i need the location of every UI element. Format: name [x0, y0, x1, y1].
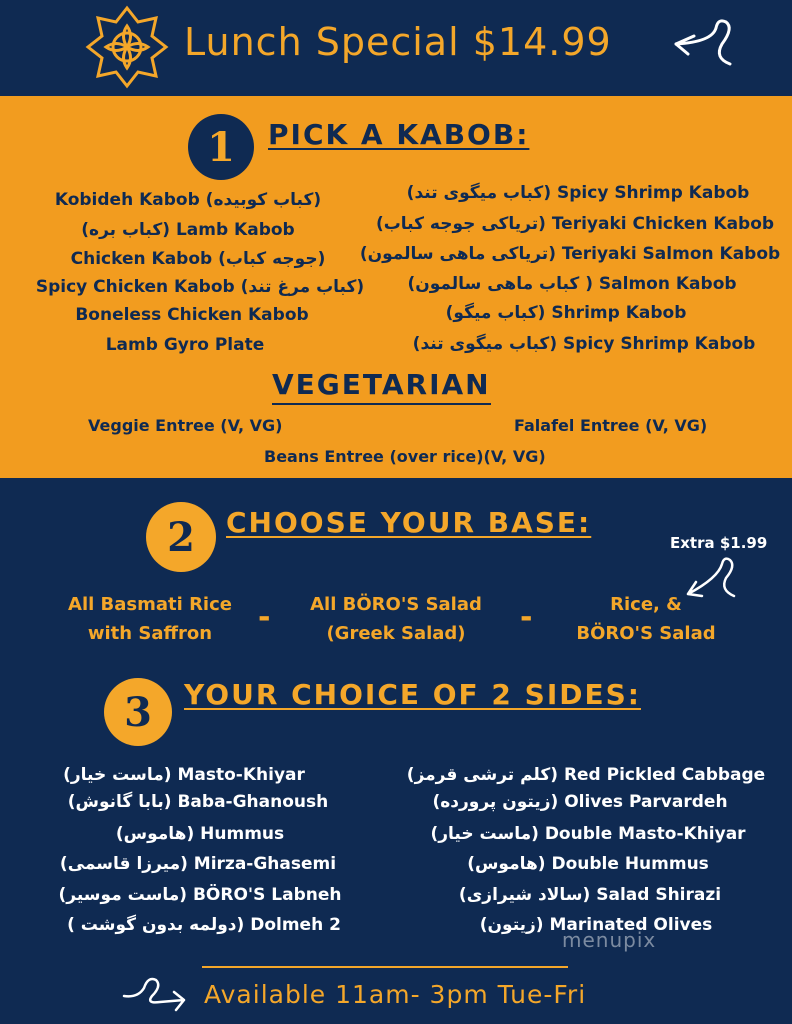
menu-item: Kobideh Kabob (کباب کوبیده)	[54, 190, 322, 210]
separator: -	[520, 600, 533, 635]
menu-item: Chicken Kabob (جوجه کباب)	[70, 249, 326, 269]
side-item: (سالاد شیرازی) Salad Shirazi	[458, 885, 722, 905]
menu-item: Beans Entree (over rice)(V, VG)	[264, 447, 546, 466]
separator: -	[258, 600, 271, 635]
step-number-badge	[104, 678, 172, 746]
side-item: ( دولمه بدون گوشت) Dolmeh 2	[67, 915, 341, 935]
side-item: (ماست خیار) Double Masto-Khiyar	[430, 824, 746, 844]
menu-item: (تریاکی جوجه کباب) Teriyaki Chicken Kabob	[375, 214, 775, 234]
step-number: 1	[207, 123, 235, 171]
step2-heading: CHOOSE YOUR BASE:	[226, 506, 592, 539]
menu-item: (کباب بره) Lamb Kabob	[81, 220, 295, 240]
availability-text: Available 11am- 3pm Tue-Fri	[204, 980, 587, 1009]
base-option-line: BÖRO'S Salad	[576, 623, 716, 644]
side-item: (زیتون پرورده) Olives Parvardeh	[432, 792, 728, 812]
menu-item: Veggie Entree (V, VG)	[88, 416, 283, 435]
side-item: (هاموس) Double Hummus	[467, 854, 709, 874]
header-band	[0, 0, 792, 96]
base-option	[68, 590, 232, 648]
menu-item: (کباب میگوی تند) Spicy Shrimp Kabob	[406, 183, 750, 203]
vegetarian-heading: VEGETARIAN	[272, 368, 491, 405]
step-number: 2	[167, 513, 195, 561]
side-item: (زیتون) Marinated Olives	[479, 915, 713, 935]
step1-heading: PICK A KABOB:	[268, 118, 530, 151]
ornament-logo-icon	[84, 4, 170, 90]
divider	[202, 966, 568, 968]
side-item: (میرزا قاسمی) Mirza-Ghasemi	[59, 854, 337, 874]
menu-item: (تریاکی ماهی سالمون) Teriyaki Salmon Kabob	[359, 244, 781, 264]
step-number-badge	[188, 114, 254, 180]
base-option-line: with Saffron	[87, 623, 213, 644]
step-number: 3	[124, 688, 152, 736]
menu-item: Lamb Gyro Plate	[105, 335, 265, 355]
curly-arrow-icon	[118, 966, 192, 1016]
menu-item: Falafel Entree (V, VG)	[514, 416, 708, 435]
step-number-badge	[146, 502, 216, 572]
watermark: menupix	[562, 928, 657, 952]
menu-item: Spicy Chicken Kabob (کباب مرغ تند)	[35, 277, 365, 297]
side-item: (بابا گانوش) Baba-Ghanoush	[67, 792, 329, 812]
side-item: (ماست موسیر) BÖRO'S Labneh	[58, 885, 342, 905]
step3-heading: YOUR CHOICE OF 2 SIDES:	[184, 678, 641, 711]
base-option-line: (Greek Salad)	[326, 623, 466, 644]
base-option-line: Rice, &	[610, 594, 682, 615]
side-item: (هاموس) Hummus	[115, 824, 285, 844]
menu-item: (کباب ماهی سالمون ) Salmon Kabob	[407, 274, 737, 294]
curly-arrow-icon	[672, 14, 744, 70]
menu-item: Boneless Chicken Kabob	[75, 305, 309, 325]
menu-item: (کباب میگوی تند) Spicy Shrimp Kabob	[412, 334, 756, 354]
side-item: (کلم ترشی قرمز) Red Pickled Cabbage	[406, 765, 766, 785]
extra-price: Extra $1.99	[670, 534, 768, 552]
base-option-line: All BÖRO'S Salad	[310, 594, 482, 615]
side-item: (ماست خیار) Masto-Khiyar	[63, 765, 305, 785]
base-option-line: All Basmati Rice	[68, 594, 232, 615]
menu-item: (کباب میگو) Shrimp Kabob	[445, 303, 687, 323]
base-option	[576, 590, 715, 648]
base-option	[310, 590, 482, 648]
page-title: Lunch Special $14.99	[184, 20, 612, 64]
